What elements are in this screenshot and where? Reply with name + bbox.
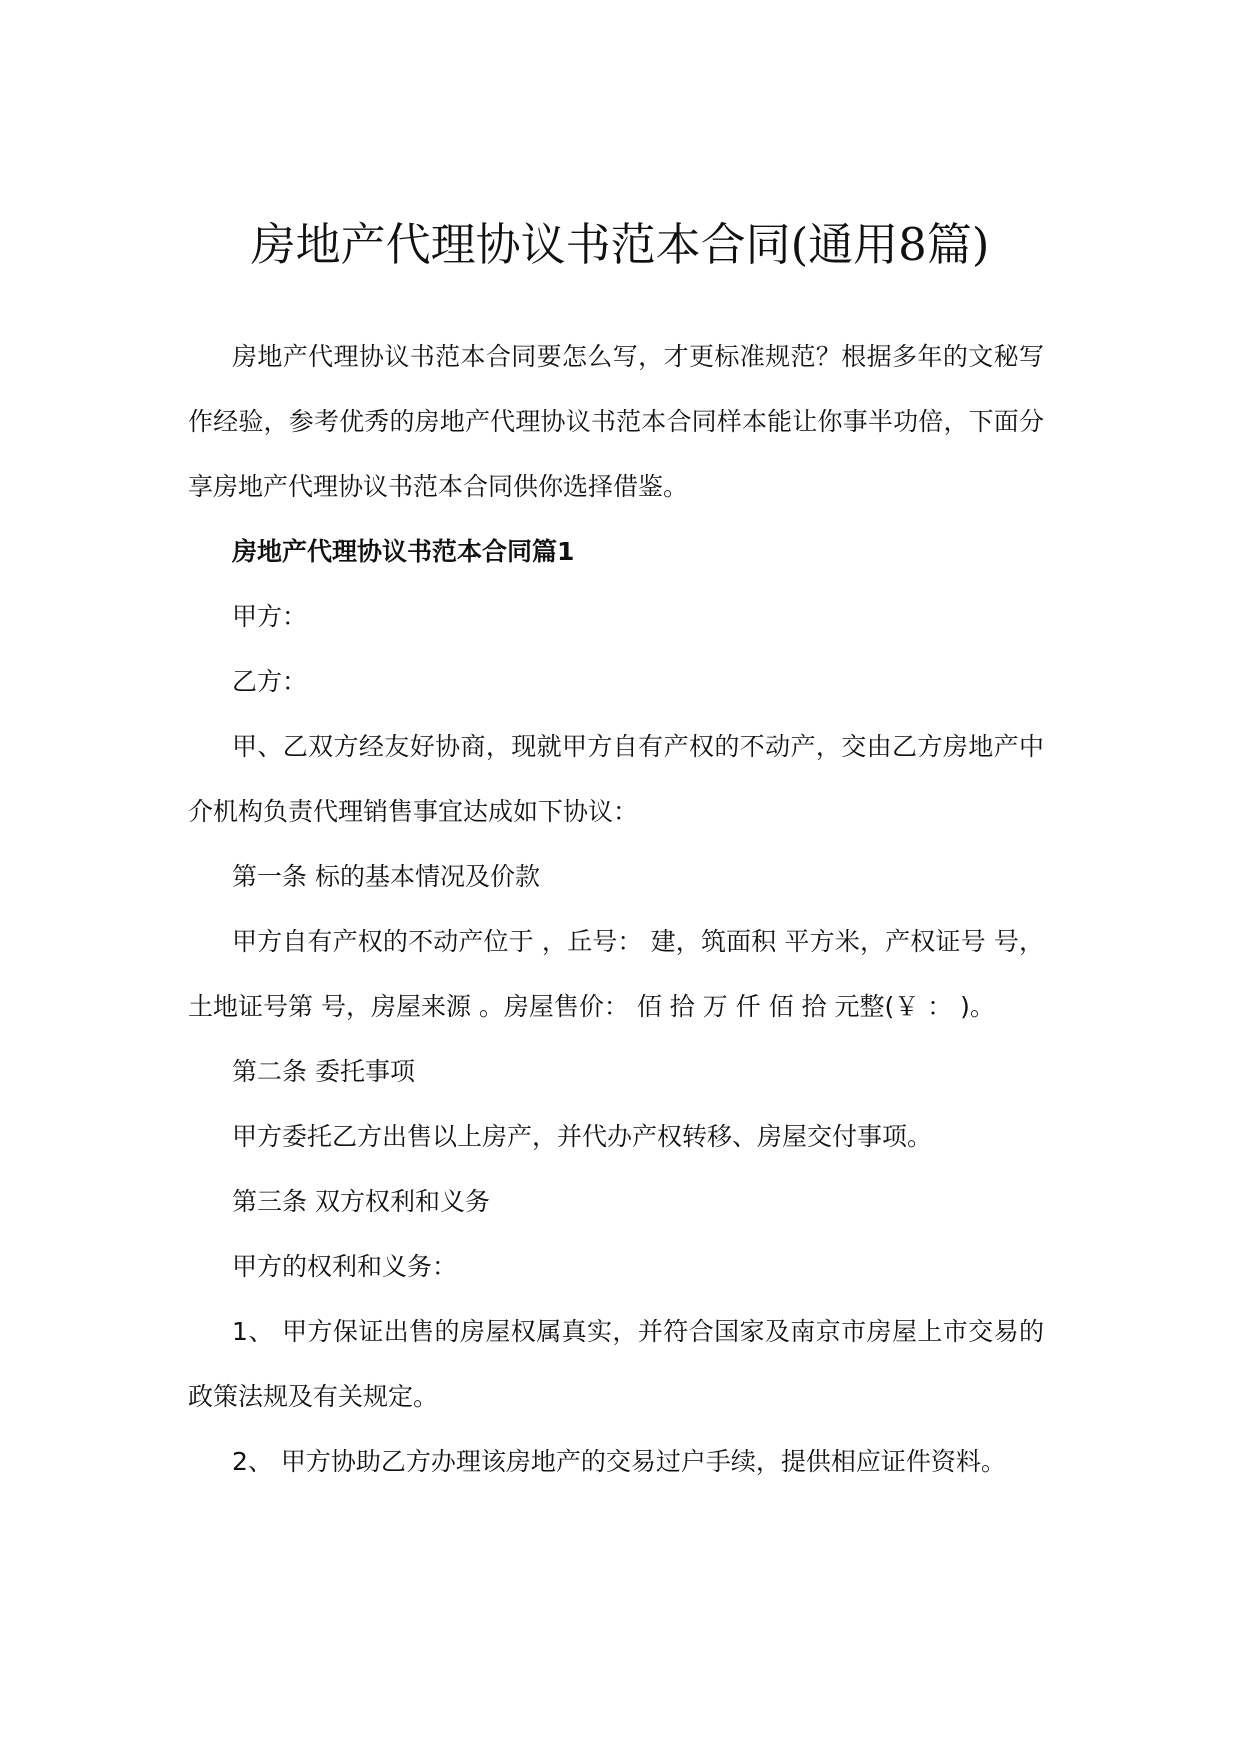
party-b-line: 乙方：	[232, 667, 308, 696]
party-a-obligation-1: 1、 甲方保证出售的房屋权属真实，并符合国家及南京市房屋上市交易的政策法规及有关规定。	[188, 1317, 1044, 1411]
article-2-body: 甲方委托乙方出售以上房产，并代办产权转移、房屋交付事项。	[232, 1122, 933, 1151]
article-2-heading: 第二条 委托事项	[232, 1057, 415, 1086]
article-1-body: 甲方自有产权的不动产位于 ，丘号： 建，筑面积 平方米，产权证号 号，土地证号第 号，房屋来源 。房屋售价： 佰 拾 万 仟 佰 拾 元整(￥ ： )。	[188, 927, 1044, 1021]
intro-paragraph: 房地产代理协议书范本合同要怎么写，才更标准规范？根据多年的文秘写作经验，参考优秀的房地产代理协议书范本合同样本能让你事半功倍，下面分享房地产代理协议书范本合同供你选择借鉴。	[188, 342, 1044, 501]
party-a-rights-heading: 甲方的权利和义务：	[232, 1252, 458, 1281]
document-title: 房地产代理协议书范本合同(通用8篇)	[250, 218, 990, 271]
party-a-obligation-2: 2、 甲方协助乙方办理该房地产的交易过户手续，提供相应证件资料。	[232, 1447, 1006, 1476]
article-1-heading: 第一条 标的基本情况及价款	[232, 862, 540, 891]
party-a-line: 甲方：	[232, 602, 308, 631]
article-3-heading: 第三条 双方权利和义务	[232, 1187, 490, 1216]
agreement-preamble: 甲、乙双方经友好协商，现就甲方自有产权的不动产，交由乙方房地产中介机构负责代理销售事宜达成如下协议：	[188, 732, 1044, 826]
document-body	[188, 324, 1044, 1494]
section-heading-contract-1: 房地产代理协议书范本合同篇1	[232, 537, 575, 566]
